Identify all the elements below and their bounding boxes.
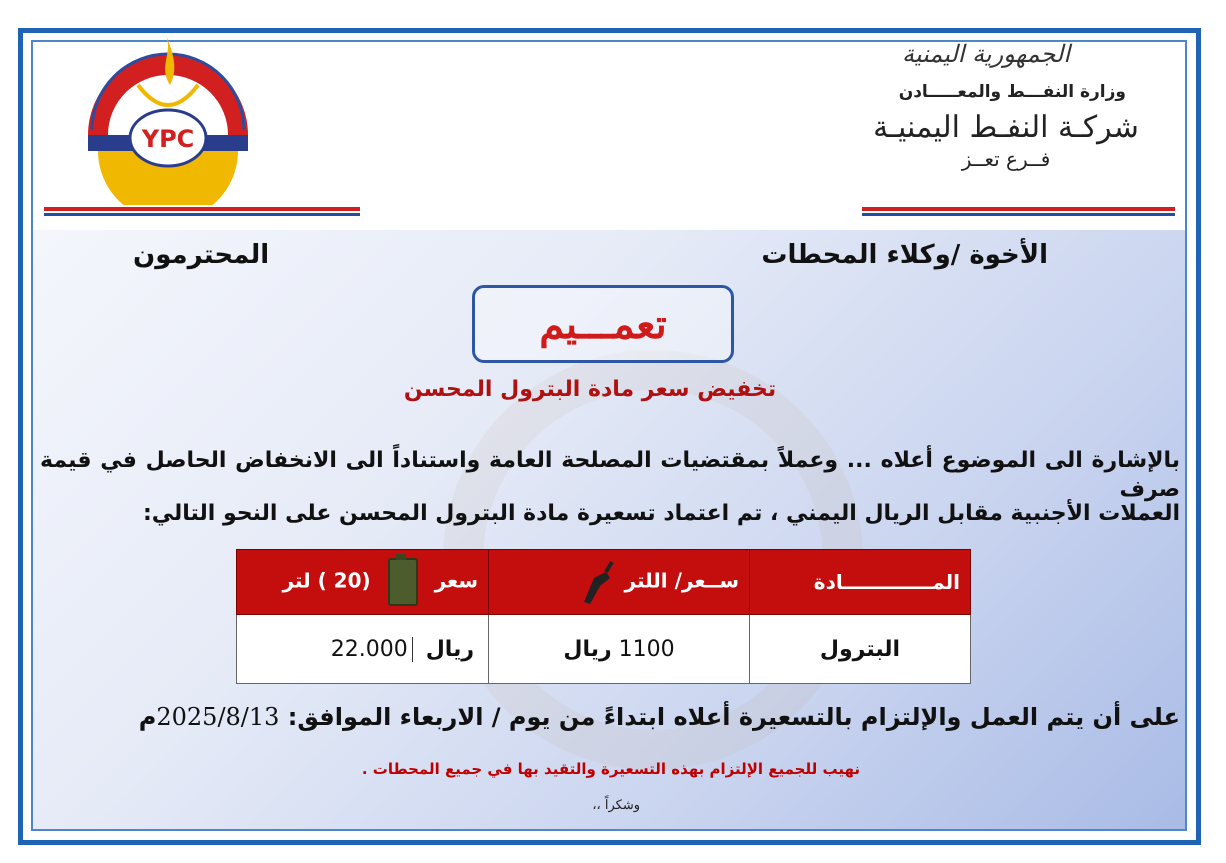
price-table-header [237,550,971,615]
header-price-20l [237,550,489,615]
price-20l-value: 22.000 [331,637,413,662]
addressee-honorific: المحترمون [133,240,270,270]
paragraph-line-1: بالإشارة الى الموضوع أعلاه ... وعملاً بمقتضيات المصلحة العامة واستناداً الى الانخفاض الحاصل في قيمة صرف [40,448,1180,502]
paragraph-line-2: العملات الأجنبية مقابل الريال اليمني ، تم اعتماد تسعيرة مادة البترول المحسن على النحو التالي: [142,501,1180,526]
table-row [237,615,971,684]
fuel-nozzle-icon [580,558,614,606]
effective-suffix: م [138,703,157,731]
ypc-logo [78,30,258,205]
left-red-rule [44,207,360,211]
letterhead [846,40,1166,171]
republic-text: الجمهورية اليمنية [901,40,1071,68]
cell-material: البترول [750,615,971,684]
price-table [236,549,971,684]
header-price-per-liter-label: ســعر/ اللتر [624,568,739,593]
header-price-label: سعر [434,568,478,593]
left-blue-rule [44,213,360,216]
company-text: شركـة النفـط اليمنيـة [873,110,1139,145]
urge-note: نهيب للجميع الإلتزام بهذه التسعيرة والتقيد بها في جميع المحطات . [361,760,860,778]
effective-date: 2025/8/13 [156,703,280,731]
price-per-liter-value: 1100 [618,636,675,662]
svg-text:YPC: YPC [141,125,195,153]
header-material-label: المـــــــــــــادة [813,570,960,594]
branch-text: فــرع تعــز [961,147,1051,171]
circular-title: تعمـــيم [539,300,667,348]
right-blue-rule [862,213,1175,216]
subject-line: تخفيض سعر مادة البترول المحسن [403,377,777,402]
header-price-per-liter [489,550,750,615]
right-red-rule [862,207,1175,211]
effective-line [40,703,1180,731]
thanks-note: وشكراً ،، [592,798,640,813]
cell-price-20l [237,615,489,684]
price-per-liter-currency: ريال [563,636,612,662]
circular-title-box [472,285,734,363]
price-20l-currency: ريال [425,636,474,662]
jerrycan-icon [388,558,418,606]
cell-price-per-liter [489,615,750,684]
addressee-to: الأخوة /وكلاء المحطات [761,240,1048,270]
ministry-text: وزارة النفـــط والمعـــــادن [898,82,1126,102]
effective-text: على أن يتم العمل والإلتزام بالتسعيرة أعلاه ابتداءً من يوم / الاربعاء الموافق: [287,703,1180,731]
header-material [750,550,971,615]
header-20l-label: (20 ) لتر [282,568,371,593]
